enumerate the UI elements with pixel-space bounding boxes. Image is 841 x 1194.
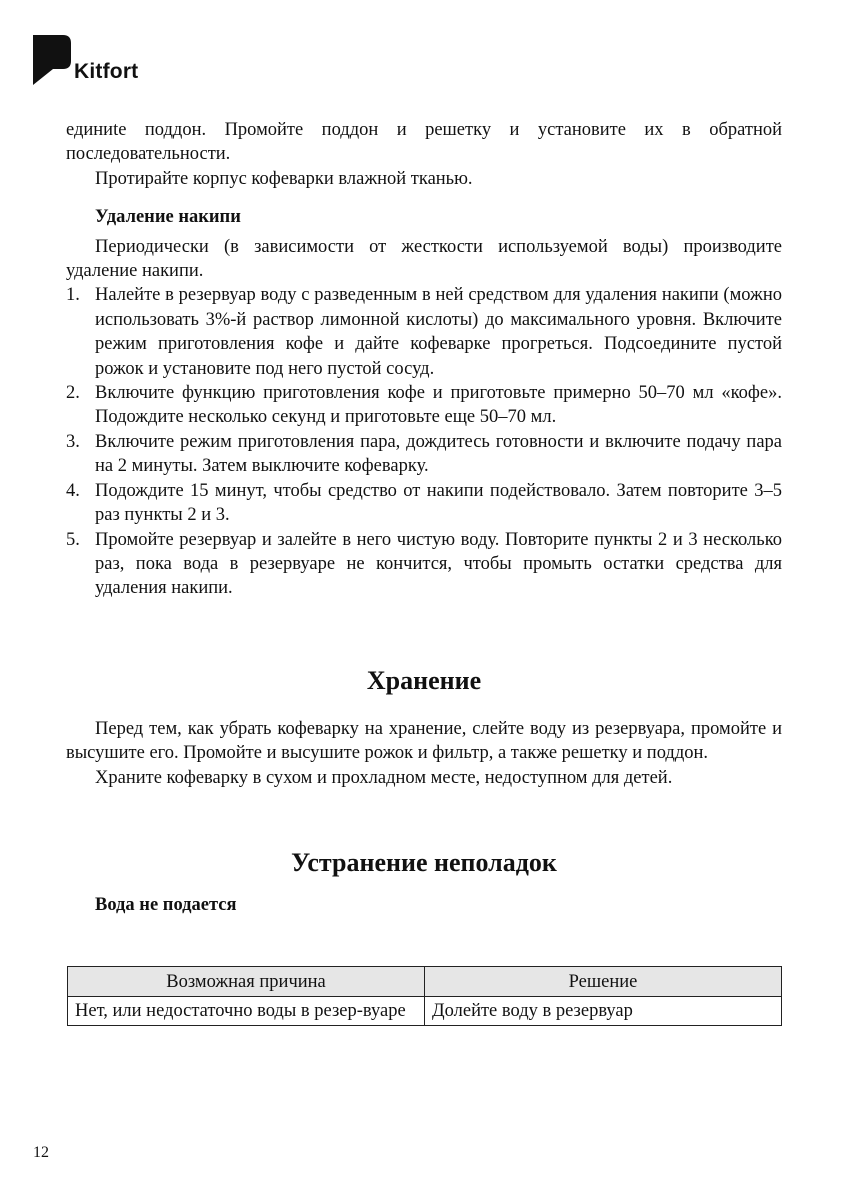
brand-name: Kitfort [74, 60, 139, 83]
page-number: 12 [33, 1144, 49, 1161]
descaling-step [66, 528, 782, 601]
storage-title: Хранение [366, 665, 482, 695]
descaling-step [66, 283, 782, 381]
step-text: Налейте в резервуар воду с разведенным в ней средством для удаления накипи (можно использовать 3%-й раствор лимонной кислоты) до максимального уровня. Включите режим приготовления кофе и дайте кофеварке прогреться. Подсоедините пустой рожок и установите под него пустой сосуд. [95, 285, 782, 379]
troubleshooting-subheading: Вода не подается [95, 894, 237, 915]
column-header-solution: Решение [425, 967, 782, 997]
step-text: Подождите 15 минут, чтобы средство от накипи подействовало. Затем повторите 3–5 раз пункты 2 и 3. [95, 480, 782, 526]
descaling-step [66, 381, 782, 430]
troubleshooting-table [67, 966, 782, 1026]
table-row [68, 997, 782, 1026]
descaling-steps [66, 283, 782, 600]
column-header-cause: Возможная причина [68, 967, 425, 997]
step-text: Промойте резервуар и залейте в него чистую воду. Повторите пункты 2 и 3 несколько раз, пока вода в резервуаре не кончится, чтобы промыть остатки средства для удаления накипи. [95, 529, 782, 599]
descaling-step [66, 479, 782, 528]
descaling-intro: Периодически (в зависимости от жесткости используемой воды) производите удаление накипи. [66, 236, 782, 282]
step-number: 5. [66, 529, 80, 550]
storage-paragraph-2: Храните кофеварку в сухом и прохладном месте, недоступном для детей. [95, 767, 673, 788]
descaling-heading: Удаление накипи [95, 207, 241, 228]
solution-cell: Долейте воду в резервуар [425, 997, 782, 1026]
step-number: 3. [66, 431, 80, 452]
descaling-step [66, 430, 782, 479]
intro-continued: единиte поддон. Промойте поддон и решетку и установите их в обратной последовательности. [66, 120, 782, 165]
step-number: 2. [66, 383, 80, 404]
page-content [66, 118, 782, 917]
brand-logo [33, 35, 138, 85]
step-number: 4. [66, 480, 80, 501]
cause-cell: Нет, или недостаточно воды в резер-вуаре [68, 997, 425, 1026]
storage-paragraph-1: Перед тем, как убрать кофеварку на хранение, слейте воду из резервуара, промойте и высушите его. Промойте и высушите рожок и фильтр, а также решетку и поддон. [66, 718, 782, 764]
step-text: Включите функцию приготовления кофе и приготовьте примерно 50–70 мл «кофе». Подождите несколько секунд и приготовьте еще 50–70 мл. [95, 383, 782, 428]
kitfort-logo-icon [33, 35, 71, 85]
step-text: Включите режим приготовления пара, дождитесь готовности и включите подачу пара на 2 минуты. Затем выключите кофеварку. [95, 431, 782, 477]
troubleshooting-title: Устранение неполадок [291, 847, 557, 877]
intro-wipe: Протирайте корпус кофеварки влажной тканью. [95, 168, 473, 189]
step-number: 1. [66, 285, 80, 306]
table-header-row [68, 967, 782, 997]
